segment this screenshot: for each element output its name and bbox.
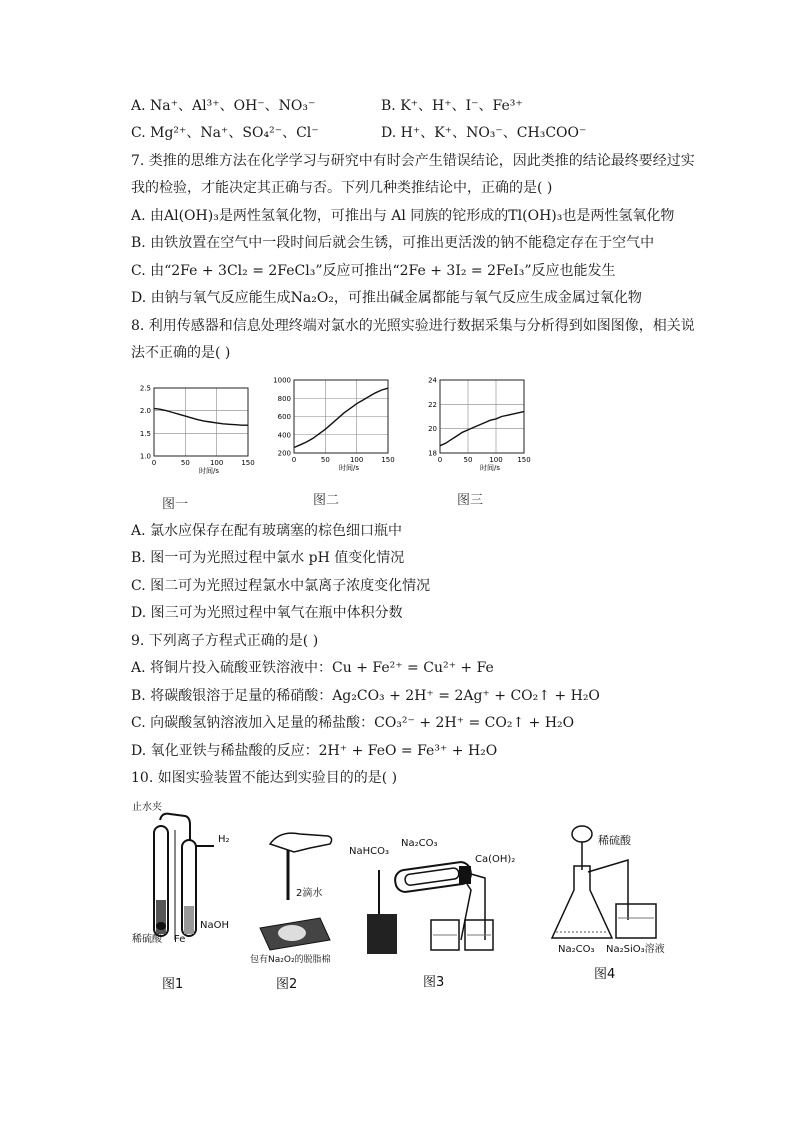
y-tick-label: 2.5 bbox=[139, 384, 151, 393]
apparatus-figure-2 bbox=[250, 800, 355, 1000]
apparatus-figure-4 bbox=[548, 820, 678, 980]
q8-option-c: C. 图二可为光照过程氯水中氯离子浓度变化情况 bbox=[131, 578, 431, 594]
q6-option-b: B. K⁺、H⁺、I⁻、Fe³⁺ bbox=[381, 98, 523, 114]
x-tick-label: 100 bbox=[209, 459, 224, 467]
plot-frame bbox=[154, 388, 248, 456]
y-tick-label: 20 bbox=[428, 425, 437, 434]
fig1-label-fe: Fe bbox=[174, 934, 186, 945]
fig1-label-h2: H₂ bbox=[218, 834, 230, 845]
fig3-label-caoh2: Ca(OH)₂ bbox=[475, 854, 516, 865]
q6-option-a: A. Na⁺、Al³⁺、OH⁻、NO₃⁻ bbox=[131, 98, 316, 114]
x-axis-label: 时间/s bbox=[338, 464, 360, 472]
plot-frame bbox=[440, 380, 524, 453]
fig1-label-acid: 稀硫酸 bbox=[132, 934, 162, 945]
fig3-inner-tube bbox=[404, 867, 459, 885]
apparatus-figure-3 bbox=[345, 830, 520, 1000]
chart-figure-3 bbox=[414, 372, 534, 481]
x-axis-label: 时间/s bbox=[198, 467, 220, 475]
apparatus-figure-1 bbox=[130, 800, 250, 1000]
q9-option-d: D. 氧化亚铁与稀盐酸的反应：2H⁺ + FeO = Fe³⁺ + H₂O bbox=[131, 743, 498, 759]
x-tick-label: 0 bbox=[151, 459, 157, 467]
x-tick-label: 150 bbox=[241, 459, 255, 467]
y-tick-label: 24 bbox=[428, 376, 437, 385]
x-tick-label: 150 bbox=[517, 456, 531, 464]
q7-option-c: C. 由“2Fe + 3Cl₂ = 2FeCl₃”反应可推出“2Fe + 3I₂ = 2FeI₃”反应也能发生 bbox=[131, 263, 616, 279]
y-tick-label: 22 bbox=[428, 400, 437, 409]
y-tick-label: 200 bbox=[277, 449, 291, 458]
fig3-caption: 图3 bbox=[423, 975, 445, 990]
fig4-funnel bbox=[572, 826, 592, 842]
fig1-label-naoh: NaOH bbox=[200, 920, 229, 931]
fig4-flask bbox=[552, 866, 612, 938]
q10-stem: 10. 如图实验装置不能达到实验目的的是( ) bbox=[131, 770, 398, 786]
x-tick-label: 150 bbox=[381, 456, 395, 464]
caption-figure-3: 图三 bbox=[457, 493, 484, 508]
fig1-label-clamp: 止水夹 bbox=[132, 802, 162, 813]
x-tick-label: 50 bbox=[320, 456, 330, 464]
y-tick-label: 400 bbox=[277, 431, 291, 440]
x-tick-label: 100 bbox=[489, 456, 503, 464]
q9-option-c: C. 向碳酸氢钠溶液加入足量的稀盐酸：CO₃²⁻ + 2H⁺ = CO₂↑ + H₂O bbox=[131, 715, 575, 731]
fig4-label-na2sio3: Na₂SiO₃溶液 bbox=[606, 944, 665, 955]
q7-option-a: A. 由Al(OH)₃是两性氢氧化物，可推出与 Al 同族的铊形成的Tl(OH)₃也是两性氢氧化物 bbox=[131, 208, 675, 224]
y-tick-label: 800 bbox=[277, 394, 291, 403]
fig1-caption: 图1 bbox=[162, 977, 184, 992]
fig3-label-na2co3: Na₂CO₃ bbox=[401, 838, 438, 849]
caption-figure-1: 图一 bbox=[162, 497, 189, 512]
q7-option-d: D. 由钠与氧气反应能生成Na₂O₂，可推出碱金属都能与氧气反应生成金属过氧化物 bbox=[131, 290, 642, 306]
fig2-caption: 图2 bbox=[276, 977, 298, 992]
fig4-beaker bbox=[616, 904, 656, 938]
y-tick-label: 600 bbox=[277, 413, 291, 421]
fig4-label-acid: 稀硫酸 bbox=[598, 834, 631, 847]
y-tick-label: 2.0 bbox=[139, 407, 151, 416]
chart-figure-1 bbox=[128, 380, 258, 484]
x-axis-label: 时间/s bbox=[479, 464, 501, 472]
y-tick-label: 1.0 bbox=[139, 452, 151, 461]
x-tick-label: 100 bbox=[349, 456, 364, 464]
caption-figure-2: 图二 bbox=[313, 493, 340, 508]
fig2-label-water: 2滴水 bbox=[296, 888, 323, 899]
q8-stem-line2: 法不正确的是( ) bbox=[131, 345, 231, 361]
q8-option-a: A. 氯水应保存在配有玻璃塞的棕色细口瓶中 bbox=[131, 523, 403, 539]
y-tick-label: 18 bbox=[428, 449, 437, 458]
y-tick-label: 1.5 bbox=[139, 429, 151, 438]
q6-option-d: D. H⁺、K⁺、NO₃⁻、CH₃COO⁻ bbox=[381, 125, 587, 141]
q7-stem-line1: 7. 类推的思维方法在化学学习与研究中有时会产生错误结论，因此类推的结论最终要经过实 bbox=[131, 153, 695, 169]
x-tick-label: 50 bbox=[463, 456, 473, 464]
x-tick-label: 0 bbox=[291, 456, 297, 464]
fig2-hand bbox=[270, 833, 332, 852]
fig4-label-na2co3: Na₂CO₃ bbox=[558, 944, 595, 955]
q7-stem-line2: 我的检验，才能决定其正确与否。下列几种类推结论中，正确的是( ) bbox=[131, 180, 553, 196]
x-tick-label: 50 bbox=[180, 459, 190, 467]
q9-option-b: B. 将碳酸银溶于足量的稀硝酸：Ag₂CO₃ + 2H⁺ = 2Ag⁺ + CO₂↑ + H₂O bbox=[131, 688, 600, 704]
series-line bbox=[294, 388, 388, 447]
fig2-label-cotton: 包有Na₂O₂的脱脂棉 bbox=[250, 955, 331, 965]
y-tick-label: 1000 bbox=[273, 376, 291, 385]
fig3-lamp bbox=[367, 914, 397, 954]
q8-option-b: B. 图一可为光照过程中氯水 pH 值变化情况 bbox=[131, 550, 405, 566]
q7-option-b: B. 由铁放置在空气中一段时间后就会生锈，可推出更活泼的钠不能稳定存在于空气中 bbox=[131, 235, 655, 251]
q6-option-c: C. Mg²⁺、Na⁺、SO₄²⁻、Cl⁻ bbox=[131, 125, 319, 141]
fig3-label-nahco3: NaHCO₃ bbox=[349, 846, 389, 857]
x-tick-label: 0 bbox=[437, 456, 443, 464]
chart-figure-2 bbox=[268, 372, 398, 481]
q8-option-d: D. 图三可为光照过程中氧气在瓶中体积分数 bbox=[131, 605, 403, 621]
q9-stem: 9. 下列离子方程式正确的是( ) bbox=[131, 633, 319, 649]
fig4-caption: 图4 bbox=[594, 967, 616, 980]
q8-stem-line1: 8. 利用传感器和信息处理终端对氯水的光照实验进行数据采集与分析得到如图图像，相关说 bbox=[131, 318, 695, 334]
q9-option-a: A. 将铜片投入硫酸亚铁溶液中：Cu + Fe²⁺ = Cu²⁺ + Fe bbox=[131, 660, 494, 676]
